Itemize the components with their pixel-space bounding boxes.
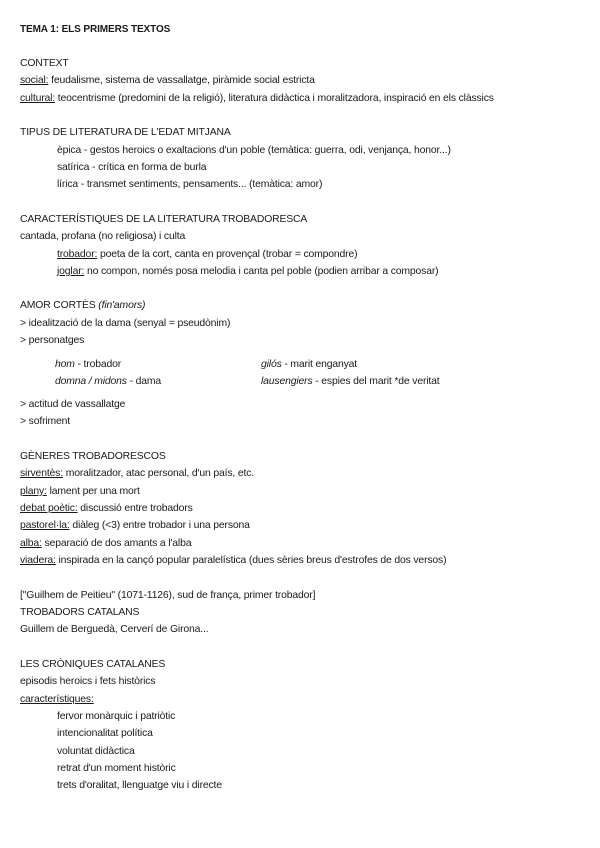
genere-label: debat poètic: (20, 503, 78, 514)
joglar-text: no compon, només posa melodia i canta pel poble (podien arribar a composar) (84, 266, 439, 277)
genere-label: plany: (20, 486, 47, 497)
cronica-item: intencionalitat política (57, 728, 153, 739)
genere-text: lament per una mort (46, 486, 140, 497)
caract-heading: CARACTERÍSTIQUES DE LA LITERATURA TROBADORESCA (20, 214, 308, 225)
cronica-item: fervor monàrquic i patriòtic (57, 711, 176, 722)
genere-label: pastorel·la: (20, 520, 70, 531)
genere-item (20, 519, 250, 532)
personatge-desc: - trobador (74, 359, 122, 370)
amor-heading-italic: (fin'amors) (98, 300, 146, 311)
amor-item: > personatges (20, 335, 85, 346)
personatge-term: gilós (261, 359, 282, 370)
trobador-line (57, 248, 357, 261)
cronica-item: retrat d'un moment històric (57, 763, 176, 774)
personatge-hom (55, 358, 121, 371)
genere-text: moralitzador, atac personal, d'un país, etc. (62, 468, 255, 479)
genere-item (20, 467, 254, 480)
personatge-term: lausengiers (261, 376, 313, 387)
genere-label: sirventès: (20, 468, 63, 479)
cultural-text: teocentrisme (predomini de la religió), literatura didàctica i moralitzadora, inspiració en els clàssics (55, 93, 494, 104)
croniques-line: episodis heroics i fets històrics (20, 676, 156, 687)
genere-text: discussió entre trobadors (77, 503, 193, 514)
context-cultural-line (20, 92, 494, 105)
context-heading: CONTEXT (20, 58, 69, 69)
caracteristiques-label: característiques: (20, 694, 94, 705)
page-title: TEMA 1: ELS PRIMERS TEXTOS (20, 24, 171, 35)
genere-item (20, 537, 191, 550)
genere-item (20, 554, 446, 567)
genere-text: separació de dos amants a l'alba (41, 538, 192, 549)
amor-heading-text: AMOR CORTÈS (20, 300, 99, 311)
tipus-heading: TIPUS DE LITERATURA DE L'EDAT MITJANA (20, 127, 231, 138)
amor-item: > idealització de la dama (senyal = pseudònim) (20, 318, 231, 329)
cultural-label: cultural: (20, 93, 56, 104)
genere-item (20, 502, 193, 515)
genere-text: diàleg (<3) entre trobador i una persona (69, 520, 250, 531)
context-social-line (20, 74, 315, 87)
personatge-desc: - espies del marit *de veritat (312, 376, 440, 387)
genere-label: viadera: (20, 555, 56, 566)
trobadors-heading: TROBADORS CATALANS (20, 607, 140, 618)
trobador-text: poeta de la cort, canta en provençal (trobar = compondre) (97, 249, 358, 260)
tipus-item: satírica - crítica en forma de burla (57, 162, 207, 173)
amor-heading (20, 299, 145, 312)
social-text: feudalisme, sistema de vassallatge, piràmide social estricta (48, 75, 315, 86)
tipus-item: èpica - gestos heroics o exaltacions d'un poble (temàtica: guerra, odi, venjança, honor...) (57, 145, 451, 156)
amor-item: > sofriment (20, 416, 71, 427)
personatge-desc: - marit enganyat (281, 359, 358, 370)
personatge-domna (55, 375, 161, 388)
trobadors-names: Guillem de Berguedà, Cerverí de Girona... (20, 624, 209, 635)
personatge-term: domna / midons (55, 376, 127, 387)
trobador-label: trobador: (57, 249, 98, 260)
joglar-label: joglar: (57, 266, 85, 277)
croniques-label (20, 693, 94, 706)
tipus-item: lírica - transmet sentiments, pensaments... (temàtica: amor) (57, 179, 323, 190)
amor-item: > actitud de vassallatge (20, 399, 126, 410)
social-label: social: (20, 75, 49, 86)
joglar-line (57, 265, 438, 278)
croniques-heading: LES CRÒNIQUES CATALANES (20, 659, 166, 670)
genere-label: alba: (20, 538, 42, 549)
genere-text: inspirada en la cançó popular paralelística (dues sèries breus d'estrofes de dos versos) (55, 555, 447, 566)
caract-line: cantada, profana (no religiosa) i culta (20, 231, 186, 242)
cronica-item: voluntat didàctica (57, 746, 135, 757)
personatge-desc: - dama (126, 376, 162, 387)
personatge-term: hom (55, 359, 75, 370)
cronica-item: trets d'oralitat, llenguatge viu i directe (57, 780, 222, 791)
genere-item (20, 485, 140, 498)
generes-heading: GÈNERES TROBADORESCOS (20, 451, 166, 462)
trobadors-note: ["Guilhem de Peitieu" (1071-1126), sud de frança, primer trobador] (20, 590, 316, 601)
personatge-gilos (261, 358, 357, 371)
personatge-lausengiers (261, 375, 440, 388)
